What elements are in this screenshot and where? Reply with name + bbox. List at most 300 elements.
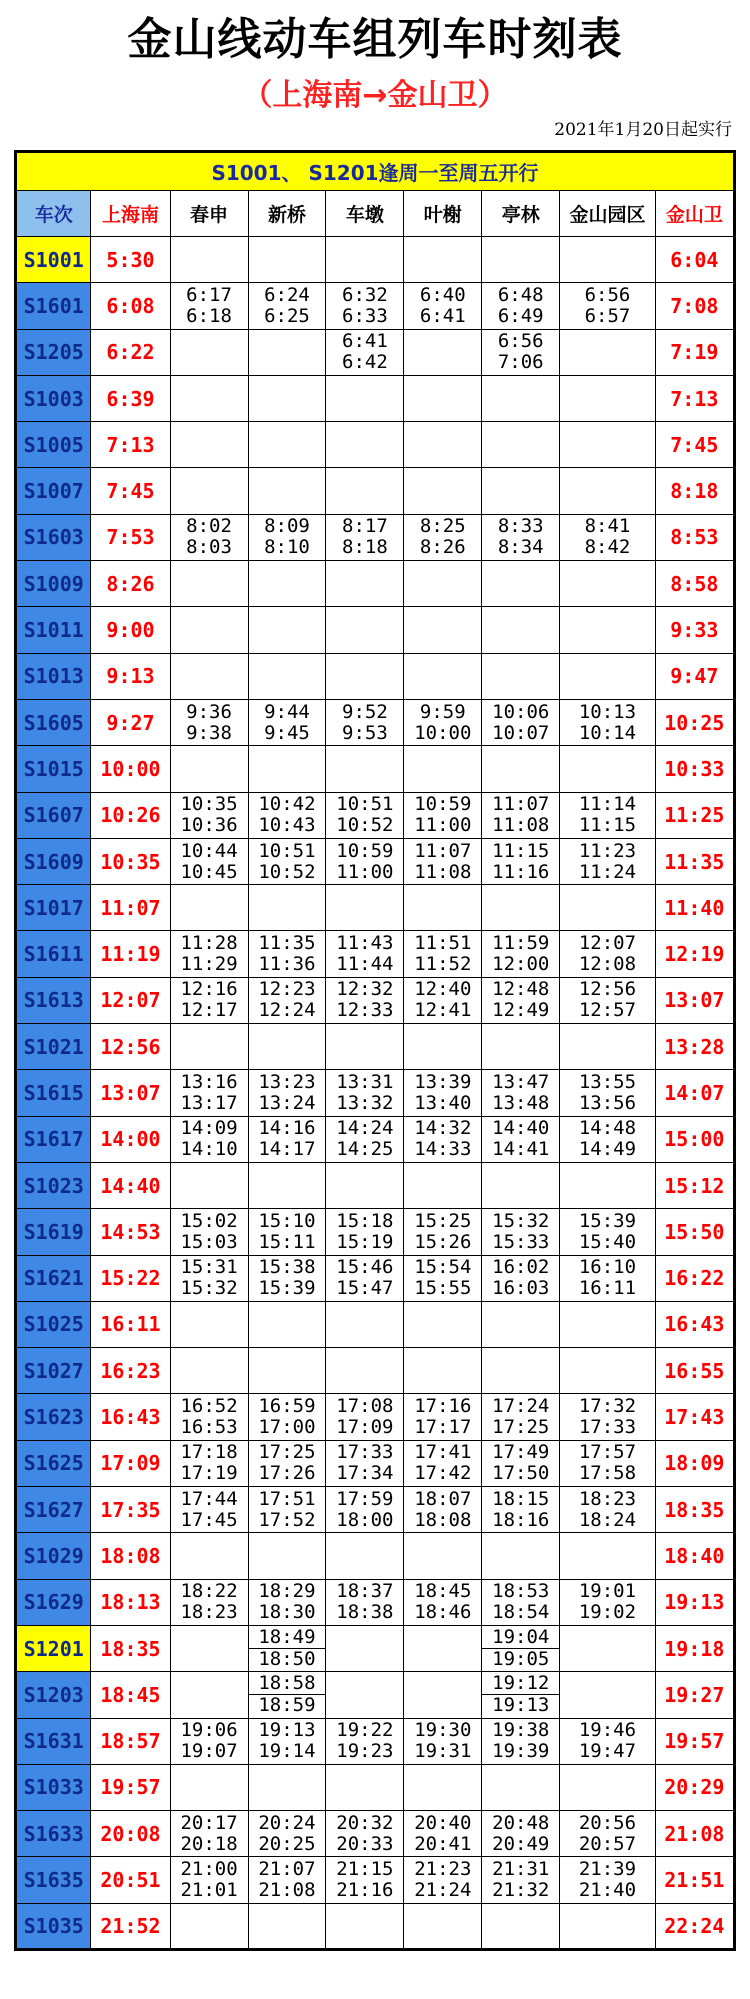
stop-time-cell — [326, 237, 404, 283]
table-row — [16, 977, 735, 1023]
arrival-time: 19:12 — [481, 1673, 560, 1695]
departure-time: 21:52 — [91, 1903, 170, 1949]
train-number: S1617 — [16, 1116, 91, 1162]
stop-time-cell — [560, 1440, 656, 1486]
stop-time-cell — [326, 607, 404, 653]
arrival-time: 10:51 — [336, 793, 394, 816]
stop-time-cell — [560, 1348, 656, 1394]
departure-time: 19:39 — [492, 1740, 550, 1763]
stop-time-cell — [404, 1301, 482, 1347]
train-number: S1003 — [16, 375, 91, 421]
arrival-time: 17:44 — [180, 1487, 238, 1510]
table-row — [16, 1024, 735, 1070]
arrival-time-terminal: 19:57 — [655, 1718, 734, 1764]
stop-time-cell — [248, 1209, 326, 1255]
stop-time-cell — [170, 561, 248, 607]
departure-time: 18:59 — [258, 1694, 316, 1717]
stop-time-cell — [170, 653, 248, 699]
stop-time-cell — [482, 283, 560, 329]
table-row — [16, 1857, 735, 1903]
stop-time-cell — [248, 792, 326, 838]
arrival-time: 11:28 — [180, 932, 238, 955]
departure-time: 15:47 — [336, 1277, 394, 1300]
departure-time: 9:13 — [91, 653, 170, 699]
arrival-time: 11:23 — [578, 839, 637, 862]
arrival-time: 8:33 — [497, 515, 544, 538]
stop-time-cell — [482, 1857, 560, 1903]
departure-time: 17:50 — [492, 1462, 550, 1485]
arrival-time-terminal: 22:24 — [655, 1903, 734, 1949]
stop-time-cell — [170, 1672, 248, 1718]
departure-time: 12:56 — [91, 1024, 170, 1070]
departure-time: 14:17 — [258, 1138, 316, 1161]
stop-time-cell — [248, 607, 326, 653]
arrival-time: 14:32 — [414, 1117, 472, 1140]
departure-time: 11:19 — [91, 931, 170, 977]
stop-time-cell — [170, 1487, 248, 1533]
stop-time-cell — [482, 1116, 560, 1162]
arrival-time-terminal: 7:13 — [655, 375, 734, 421]
departure-time: 6:41 — [419, 304, 466, 327]
arrival-time-terminal: 21:51 — [655, 1857, 734, 1903]
train-number: S1605 — [16, 699, 91, 745]
train-number: S1029 — [16, 1533, 91, 1579]
stop-time-cell — [248, 1301, 326, 1347]
stop-time-cell — [404, 1579, 482, 1625]
stop-time-cell — [560, 1672, 656, 1718]
arrival-time: 11:59 — [492, 932, 550, 955]
stop-time-cell — [404, 885, 482, 931]
stop-time-cell — [326, 1811, 404, 1857]
stop-time-cell — [170, 1162, 248, 1208]
arrival-time: 9:52 — [342, 700, 388, 723]
departure-time: 12:41 — [414, 999, 472, 1022]
train-number: S1011 — [16, 607, 91, 653]
departure-time: 17:25 — [492, 1416, 550, 1439]
arrival-time: 20:24 — [258, 1811, 316, 1834]
departure-time: 17:09 — [336, 1416, 394, 1439]
arrival-time-terminal: 18:35 — [655, 1487, 734, 1533]
stop-time-cell — [482, 1440, 560, 1486]
schedule-notice-banner: S1001、 S1201逢周一至周五开行 — [16, 152, 735, 191]
arrival-time: 16:02 — [492, 1256, 550, 1279]
header-station-shanghai-south: 上海南 — [91, 191, 170, 237]
stop-time-cell — [326, 329, 404, 375]
arrival-time: 21:00 — [180, 1858, 238, 1881]
stop-time-cell — [248, 1070, 326, 1116]
stop-time-cell — [170, 1255, 248, 1301]
departure-time: 7:13 — [91, 422, 170, 468]
timetable-body — [16, 237, 735, 1950]
arrival-time-terminal: 7:08 — [655, 283, 734, 329]
page-title: 金山线动车组列车时刻表 — [127, 14, 623, 65]
arrival-time: 19:13 — [258, 1719, 316, 1742]
departure-time: 16:53 — [180, 1416, 238, 1439]
train-number: S1601 — [16, 283, 91, 329]
departure-time: 10:00 — [91, 746, 170, 792]
departure-time: 10:52 — [258, 860, 316, 883]
departure-time: 10:43 — [258, 814, 316, 837]
arrival-time: 19:46 — [578, 1719, 637, 1742]
header-station-xinqiao: 新桥 — [248, 191, 326, 237]
train-number: S1005 — [16, 422, 91, 468]
stop-time-cell — [482, 1533, 560, 1579]
departure-time: 11:15 — [578, 814, 637, 837]
arrival-time: 6:48 — [497, 283, 544, 306]
stop-time-cell — [404, 838, 482, 884]
arrival-time: 17:51 — [258, 1487, 316, 1510]
departure-time: 20:49 — [492, 1832, 550, 1855]
stop-time-cell — [170, 422, 248, 468]
stop-time-cell — [560, 468, 656, 514]
arrival-time: 16:52 — [180, 1395, 238, 1418]
train-number: S1001 — [16, 237, 91, 283]
stop-time-cell — [404, 1903, 482, 1949]
stop-time-cell — [170, 514, 248, 560]
departure-time: 17:58 — [578, 1462, 637, 1485]
effective-date: 2021年1月20日起实行 — [554, 120, 732, 140]
table-row — [16, 607, 735, 653]
stop-time-cell — [404, 1348, 482, 1394]
departure-time: 7:53 — [91, 514, 170, 560]
stop-time-cell — [482, 885, 560, 931]
stop-time-cell — [170, 1764, 248, 1810]
arrival-time: 15:25 — [414, 1209, 472, 1232]
stop-time-cell — [404, 329, 482, 375]
arrival-time-terminal: 15:12 — [655, 1162, 734, 1208]
arrival-time: 18:23 — [578, 1487, 637, 1510]
stop-time-cell — [326, 1718, 404, 1764]
departure-time: 16:11 — [91, 1301, 170, 1347]
arrival-time: 11:07 — [414, 839, 472, 862]
stop-time-cell — [482, 746, 560, 792]
stop-time-cell — [326, 1162, 404, 1208]
departure-time: 8:34 — [497, 536, 544, 559]
departure-time: 15:19 — [336, 1230, 394, 1253]
stop-time-cell — [404, 375, 482, 421]
stop-time-cell — [170, 699, 248, 745]
stop-time-cell — [326, 283, 404, 329]
departure-time: 14:00 — [91, 1116, 170, 1162]
arrival-time: 10:51 — [258, 839, 316, 862]
stop-time-cell — [482, 1070, 560, 1116]
arrival-time: 20:40 — [414, 1811, 472, 1834]
header-train-number: 车次 — [16, 191, 91, 237]
departure-time: 13:48 — [492, 1091, 550, 1114]
arrival-time: 16:59 — [258, 1395, 316, 1418]
stop-time-cell — [248, 1533, 326, 1579]
stop-time-cell — [248, 1394, 326, 1440]
stop-time-cell — [482, 1301, 560, 1347]
stop-time-cell — [404, 1811, 482, 1857]
stop-time-cell — [560, 329, 656, 375]
stop-time-cell — [560, 1903, 656, 1949]
departure-time: 18:46 — [414, 1601, 472, 1624]
departure-time: 15:32 — [180, 1277, 238, 1300]
departure-time: 12:24 — [258, 999, 316, 1022]
arrival-time: 17:16 — [414, 1395, 472, 1418]
arrival-time-terminal: 10:25 — [655, 699, 734, 745]
table-row — [16, 1070, 735, 1116]
header-station-tinglin: 亭林 — [482, 191, 560, 237]
arrival-time: 10:35 — [180, 793, 238, 816]
stop-time-cell — [560, 885, 656, 931]
stop-time-cell — [248, 1348, 326, 1394]
stop-time-cell — [248, 1857, 326, 1903]
table-row — [16, 1162, 735, 1208]
departure-time: 6:33 — [342, 304, 388, 327]
stop-time-cell — [170, 607, 248, 653]
departure-time: 20:41 — [414, 1832, 472, 1855]
train-number: S1021 — [16, 1024, 91, 1070]
stop-time-cell — [404, 1440, 482, 1486]
arrival-time: 18:49 — [248, 1627, 327, 1649]
arrival-time: 6:24 — [264, 283, 310, 306]
departure-time: 17:17 — [414, 1416, 472, 1439]
stop-time-cell — [248, 931, 326, 977]
train-number: S1007 — [16, 468, 91, 514]
stop-time-cell — [560, 699, 656, 745]
departure-time: 14:49 — [578, 1138, 637, 1161]
departure-time: 18:57 — [91, 1718, 170, 1764]
stop-time-cell — [248, 561, 326, 607]
table-row — [16, 792, 735, 838]
train-number: S1035 — [16, 1903, 91, 1949]
stop-time-cell — [404, 422, 482, 468]
arrival-time: 16:10 — [578, 1256, 637, 1279]
stop-time-cell — [404, 607, 482, 653]
stop-time-cell — [170, 468, 248, 514]
stop-time-cell — [560, 375, 656, 421]
arrival-time: 15:54 — [414, 1256, 472, 1279]
stop-time-cell — [404, 237, 482, 283]
departure-time: 17:35 — [91, 1487, 170, 1533]
stop-time-cell — [248, 1024, 326, 1070]
arrival-time: 6:17 — [186, 283, 232, 306]
stop-time-cell — [560, 1070, 656, 1116]
table-row — [16, 1116, 735, 1162]
train-number: S1613 — [16, 977, 91, 1023]
departure-time: 18:08 — [414, 1508, 472, 1531]
arrival-time-terminal: 6:04 — [655, 237, 734, 283]
stop-time-cell — [560, 1024, 656, 1070]
table-row — [16, 1301, 735, 1347]
departure-time: 13:17 — [180, 1091, 238, 1114]
stop-time-cell — [560, 561, 656, 607]
table-row — [16, 283, 735, 329]
departure-time: 9:38 — [186, 721, 232, 744]
stop-time-cell — [326, 375, 404, 421]
stop-time-cell — [404, 792, 482, 838]
stop-time-cell — [170, 1348, 248, 1394]
arrival-time-terminal: 10:33 — [655, 746, 734, 792]
stop-time-cell — [248, 746, 326, 792]
stop-time-cell — [482, 653, 560, 699]
departure-time: 13:40 — [414, 1091, 472, 1114]
stop-time-cell — [170, 1024, 248, 1070]
departure-time: 11:16 — [492, 860, 550, 883]
arrival-time: 8:09 — [264, 515, 310, 538]
departure-time: 18:16 — [492, 1508, 550, 1531]
arrival-time: 17:33 — [336, 1441, 394, 1464]
stop-time-cell — [326, 1348, 404, 1394]
stop-time-cell — [482, 1672, 560, 1718]
departure-time: 11:08 — [492, 814, 550, 837]
stop-time-cell — [404, 1533, 482, 1579]
arrival-time: 9:59 — [419, 700, 466, 723]
stop-time-cell — [170, 1625, 248, 1671]
departure-time: 16:43 — [91, 1394, 170, 1440]
table-row — [16, 1487, 735, 1533]
arrival-time: 12:40 — [414, 978, 472, 1001]
table-row — [16, 237, 735, 283]
stop-time-cell — [404, 561, 482, 607]
arrival-time: 15:46 — [336, 1256, 394, 1279]
departure-time: 11:00 — [414, 814, 472, 837]
arrival-time: 8:25 — [419, 515, 466, 538]
arrival-time: 14:16 — [258, 1117, 316, 1140]
table-row — [16, 1533, 735, 1579]
arrival-time: 12:07 — [578, 932, 637, 955]
stop-time-cell — [326, 977, 404, 1023]
stop-time-cell — [248, 1764, 326, 1810]
table-row — [16, 375, 735, 421]
stop-time-cell — [560, 977, 656, 1023]
arrival-time: 14:40 — [492, 1117, 550, 1140]
table-row — [16, 561, 735, 607]
arrival-time: 17:25 — [258, 1441, 316, 1464]
stop-time-cell — [170, 329, 248, 375]
stop-time-cell — [482, 1718, 560, 1764]
departure-time: 10:52 — [336, 814, 394, 837]
departure-time: 20:25 — [258, 1832, 316, 1855]
departure-time: 18:24 — [578, 1508, 637, 1531]
departure-time: 9:00 — [91, 607, 170, 653]
stop-time-cell — [482, 422, 560, 468]
stop-time-cell — [404, 1255, 482, 1301]
arrival-time: 18:22 — [180, 1580, 238, 1603]
stop-time-cell — [248, 1811, 326, 1857]
stop-time-cell — [560, 1764, 656, 1810]
arrival-time: 15:10 — [258, 1209, 316, 1232]
departure-time: 14:53 — [91, 1209, 170, 1255]
stop-time-cell — [404, 1764, 482, 1810]
arrival-time-terminal: 16:43 — [655, 1301, 734, 1347]
stop-time-cell — [560, 838, 656, 884]
stop-time-cell — [170, 1394, 248, 1440]
arrival-time: 21:23 — [414, 1858, 472, 1881]
arrival-time: 17:24 — [492, 1395, 550, 1418]
arrival-time: 13:16 — [180, 1070, 238, 1093]
arrival-time: 11:35 — [258, 932, 316, 955]
train-number: S1633 — [16, 1811, 91, 1857]
arrival-time: 18:37 — [336, 1580, 394, 1603]
departure-time: 9:53 — [342, 721, 388, 744]
departure-time: 8:18 — [342, 536, 388, 559]
arrival-time: 10:59 — [414, 793, 472, 816]
arrival-time-terminal: 21:08 — [655, 1811, 734, 1857]
stop-time-cell — [248, 375, 326, 421]
stop-time-cell — [248, 1579, 326, 1625]
stop-time-cell — [326, 1487, 404, 1533]
train-number: S1625 — [16, 1440, 91, 1486]
arrival-time: 15:02 — [180, 1209, 238, 1232]
stop-time-cell — [404, 699, 482, 745]
stop-time-cell — [482, 1024, 560, 1070]
table-row — [16, 1811, 735, 1857]
stop-time-cell — [326, 699, 404, 745]
departure-time: 6:42 — [342, 351, 388, 374]
departure-time: 10:07 — [492, 721, 550, 744]
stop-time-cell — [248, 1487, 326, 1533]
stop-time-cell — [404, 746, 482, 792]
arrival-time: 11:43 — [336, 932, 394, 955]
stop-time-cell — [482, 329, 560, 375]
departure-time: 8:03 — [186, 536, 232, 559]
departure-time: 13:07 — [91, 1070, 170, 1116]
stop-time-cell — [404, 1625, 482, 1671]
departure-time: 6:57 — [584, 304, 631, 327]
stop-time-cell — [326, 1579, 404, 1625]
arrival-time: 17:59 — [336, 1487, 394, 1510]
stop-time-cell — [404, 1487, 482, 1533]
departure-time: 11:44 — [336, 953, 394, 976]
stop-time-cell — [248, 237, 326, 283]
stop-time-cell — [560, 1533, 656, 1579]
departure-time: 18:54 — [492, 1601, 550, 1624]
stop-time-cell — [326, 838, 404, 884]
train-number: S1017 — [16, 885, 91, 931]
arrival-time: 21:31 — [492, 1858, 550, 1881]
departure-time: 14:25 — [336, 1138, 394, 1161]
stop-time-cell — [404, 1394, 482, 1440]
departure-time: 6:39 — [91, 375, 170, 421]
departure-time: 20:51 — [91, 1857, 170, 1903]
train-number: S1015 — [16, 746, 91, 792]
arrival-time: 17:41 — [414, 1441, 472, 1464]
table-row — [16, 1579, 735, 1625]
train-number: S1607 — [16, 792, 91, 838]
stop-time-cell — [248, 468, 326, 514]
arrival-time: 14:09 — [180, 1117, 238, 1140]
arrival-time: 10:42 — [258, 793, 316, 816]
train-number: S1611 — [16, 931, 91, 977]
arrival-time-terminal: 19:18 — [655, 1625, 734, 1671]
table-row — [16, 1394, 735, 1440]
departure-time: 15:55 — [414, 1277, 472, 1300]
arrival-time: 10:44 — [180, 839, 238, 862]
stop-time-cell — [248, 1116, 326, 1162]
departure-time: 18:50 — [258, 1648, 316, 1671]
departure-time: 12:33 — [336, 999, 394, 1022]
arrival-time: 15:18 — [336, 1209, 394, 1232]
stop-time-cell — [170, 1857, 248, 1903]
stop-time-cell — [326, 1625, 404, 1671]
stop-time-cell — [404, 1024, 482, 1070]
stop-time-cell — [326, 1394, 404, 1440]
departure-time: 7:06 — [497, 351, 544, 374]
header-station-yexie: 叶榭 — [404, 191, 482, 237]
table-row — [16, 514, 735, 560]
header-station-chedun: 车墩 — [326, 191, 404, 237]
header-station-jinshanwei: 金山卫 — [655, 191, 734, 237]
stop-time-cell — [404, 468, 482, 514]
departure-time: 5:30 — [91, 237, 170, 283]
arrival-time: 13:39 — [414, 1070, 472, 1093]
stop-time-cell — [482, 607, 560, 653]
stop-time-cell — [560, 931, 656, 977]
departure-time: 15:40 — [578, 1230, 637, 1253]
